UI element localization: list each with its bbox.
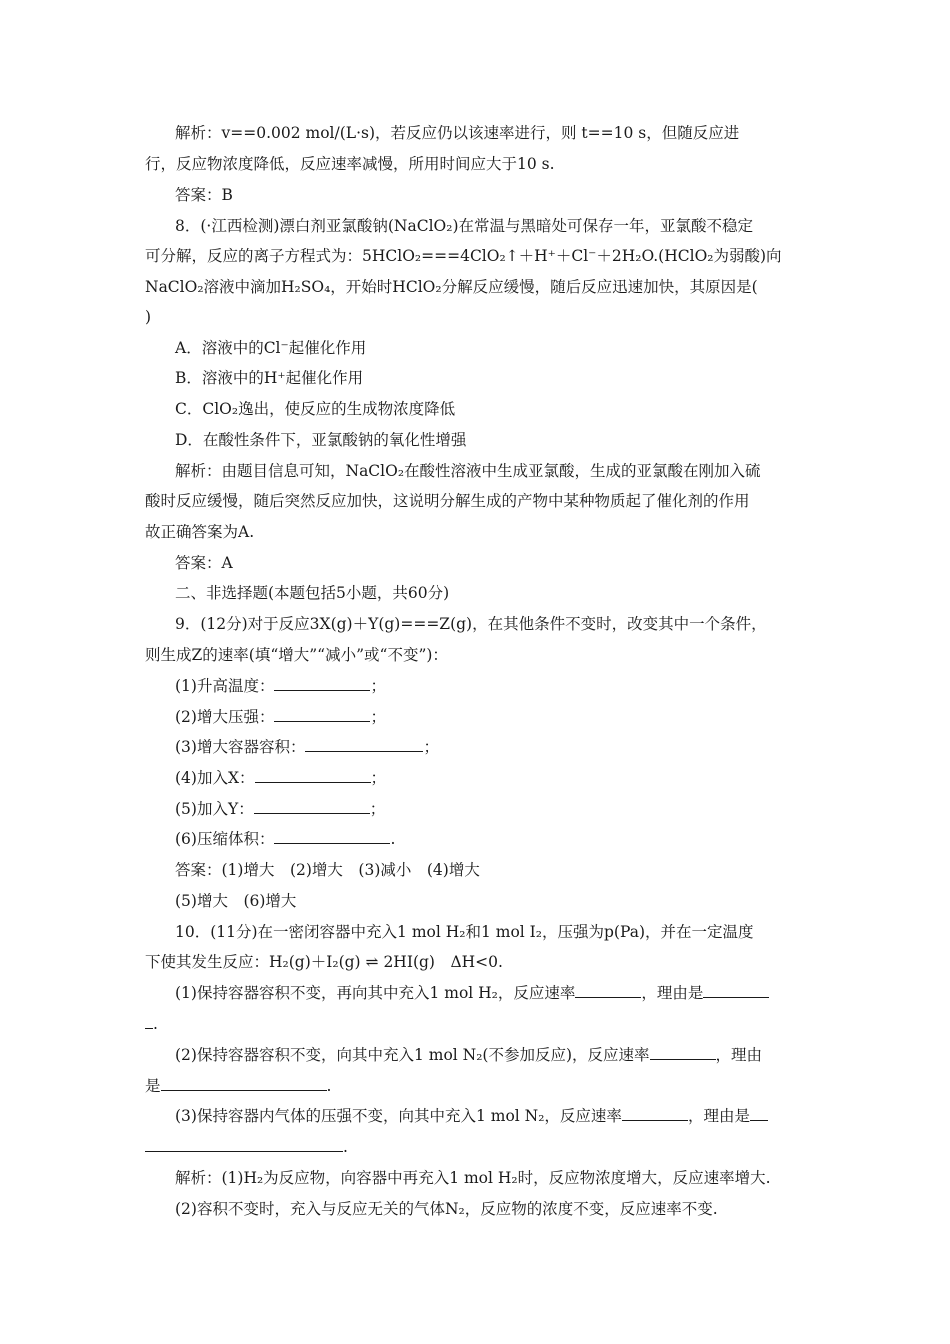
- q9-item-5-blank[interactable]: [254, 799, 370, 814]
- q7-answer: 答案：B: [175, 186, 233, 204]
- q9-item-3: [175, 737, 439, 757]
- q10-part-3-end: .: [343, 1138, 348, 1156]
- q8-option-b: B．溶液中的H⁺起催化作用: [175, 369, 364, 387]
- q10-part-1-line-2: [145, 1014, 158, 1034]
- q10-part-1-reason-blank[interactable]: [703, 983, 769, 998]
- q9-item-3-blank[interactable]: [305, 737, 423, 752]
- q9-item-4-label: (4)加入X：: [175, 769, 255, 787]
- q9-stem-line-2: 则生成Z的速率(填“增大”“减小”或“不变”)：: [145, 646, 448, 664]
- q9-answer-line-2: (5)增大 (6)增大: [175, 892, 297, 910]
- q10-part-2-line-1: [175, 1045, 762, 1065]
- q8-stem-line-3: NaClO₂溶液中滴加H₂SO₄，开始时HClO₂分解反应缓慢，随后反应迅速加快，其原因是(: [145, 278, 758, 296]
- q10-stem-line-1: 10．(11分)在一密闭容器中充入1 mol H₂和1 mol I₂，压强为p(Pa)，并在一定温度: [175, 923, 754, 941]
- q9-item-2-end: ；: [370, 708, 386, 726]
- q9-item-1-label: (1)升高温度：: [175, 677, 275, 695]
- q9-answer-line-1: 答案：(1)增大 (2)增大 (3)减小 (4)增大: [175, 861, 480, 879]
- q10-part-2-rate-blank[interactable]: [650, 1045, 716, 1060]
- q10-part-3-line-2: [145, 1137, 348, 1157]
- q8-analysis-line-2: 酸时反应缓慢，随后突然反应加快，这说明分解生成的产物中某种物质起了催化剂的作用: [145, 492, 750, 510]
- q10-part-1-prompt: (1)保持容器容积不变，再向其中充入1 mol H₂，反应速率: [175, 984, 576, 1002]
- q9-item-2: [175, 707, 386, 727]
- q9-item-3-label: (3)增大容器容积：: [175, 738, 306, 756]
- q10-part-2-prompt: (2)保持容器容积不变，向其中充入1 mol N₂(不参加反应)，反应速率: [175, 1046, 650, 1064]
- q10-part-1-reason-label: ，理由是: [641, 984, 704, 1002]
- q10-part-3-reason-label: ，理由是: [687, 1107, 750, 1125]
- q10-part-3-prompt: (3)保持容器内气体的压强不变，向其中充入1 mol N₂，反应速率: [175, 1107, 622, 1125]
- q9-item-6: [175, 829, 395, 849]
- q8-analysis-line-1: 解析：由题目信息可知，NaClO₂在酸性溶液中生成亚氯酸，生成的亚氯酸在刚加入硫: [175, 462, 761, 480]
- q9-stem-line-1: 9．(12分)对于反应3X(g)＋Y(g)===Z(g)，在其他条件不变时，改变其中一个条件，: [175, 615, 767, 633]
- q8-option-a: A．溶液中的Cl⁻起催化作用: [175, 339, 367, 357]
- section-heading: 二、非选择题(本题包括5小题，共60分): [175, 584, 450, 602]
- q9-item-6-end: .: [390, 830, 396, 848]
- q9-item-4-blank[interactable]: [255, 768, 371, 783]
- q10-part-2-line-2: [145, 1076, 331, 1096]
- q7-analysis-line-1: 解析：v==0.002 mol/(L·s)，若反应仍以该速率进行，则 t==10 s，但随反应进: [175, 124, 740, 142]
- q9-item-1-blank[interactable]: [274, 676, 370, 691]
- q9-item-5-end: ；: [369, 800, 386, 818]
- q10-analysis-line-2: (2)容积不变时，充入与反应无关的气体N₂，反应物的浓度不变，反应速率不变.: [175, 1200, 718, 1218]
- q8-option-c: C．ClO₂逸出，使反应的生成物浓度降低: [175, 400, 456, 418]
- q9-item-1-end: ；: [370, 677, 386, 695]
- q8-analysis-line-3: 故正确答案为A.: [145, 523, 255, 541]
- q8-option-d: D．在酸性条件下，亚氯酸钠的氧化性增强: [175, 431, 467, 449]
- q9-item-1: [175, 676, 386, 696]
- q10-analysis-line-1: 解析：(1)H₂为反应物，向容器中再充入1 mol H₂时，反应物浓度增大，反应速率增大.: [175, 1169, 771, 1187]
- q10-stem-line-2: 下使其发生反应：H₂(g)＋I₂(g) ⇌ 2HI(g) ΔH<0.: [145, 953, 503, 971]
- q10-part-1-end: .: [153, 1015, 158, 1033]
- q10-part-3-line-1: [175, 1106, 768, 1126]
- q10-part-1-reason-blank-cont[interactable]: [145, 1014, 153, 1029]
- q8-stem-line-2: 可分解，反应的离子方程式为：5HClO₂===4ClO₂↑＋H⁺＋Cl⁻＋2H₂O.(HClO₂为弱酸)向: [145, 247, 782, 265]
- q9-item-5: [175, 799, 385, 819]
- q9-item-4: [175, 768, 386, 788]
- q9-item-6-blank[interactable]: [274, 829, 390, 844]
- q10-part-3-rate-blank[interactable]: [622, 1106, 688, 1121]
- q10-part-1-rate-blank[interactable]: [575, 983, 641, 998]
- q7-analysis-line-2: 行，反应物浓度降低，反应速率减慢，所用时间应大于10 s.: [145, 155, 555, 173]
- q10-part-3-reason-blank[interactable]: [750, 1106, 768, 1121]
- q9-item-2-blank[interactable]: [274, 707, 370, 722]
- q8-stem-line-4: ): [145, 308, 152, 326]
- q10-part-2-reason-label: ，理由: [715, 1046, 763, 1064]
- q10-part-3-reason-blank-cont[interactable]: [145, 1137, 343, 1152]
- q10-part-2-end: .: [326, 1077, 332, 1095]
- q10-part-1-line-1: [175, 983, 769, 1003]
- q9-item-5-label: (5)加入Y：: [175, 800, 254, 818]
- q10-part-2-reason-label-cont: 是: [145, 1077, 161, 1095]
- q8-answer: 答案：A: [175, 554, 233, 572]
- q10-part-2-reason-blank[interactable]: [161, 1076, 327, 1091]
- q9-item-3-end: ；: [423, 738, 439, 756]
- q9-item-4-end: ；: [370, 769, 387, 787]
- q9-item-2-label: (2)增大压强：: [175, 708, 275, 726]
- q9-item-6-label: (6)压缩体积：: [175, 830, 275, 848]
- q8-stem-line-1: 8．(·江西检测)漂白剂亚氯酸钠(NaClO₂)在常温与黑暗处可保存一年，亚氯酸不稳定: [175, 217, 754, 235]
